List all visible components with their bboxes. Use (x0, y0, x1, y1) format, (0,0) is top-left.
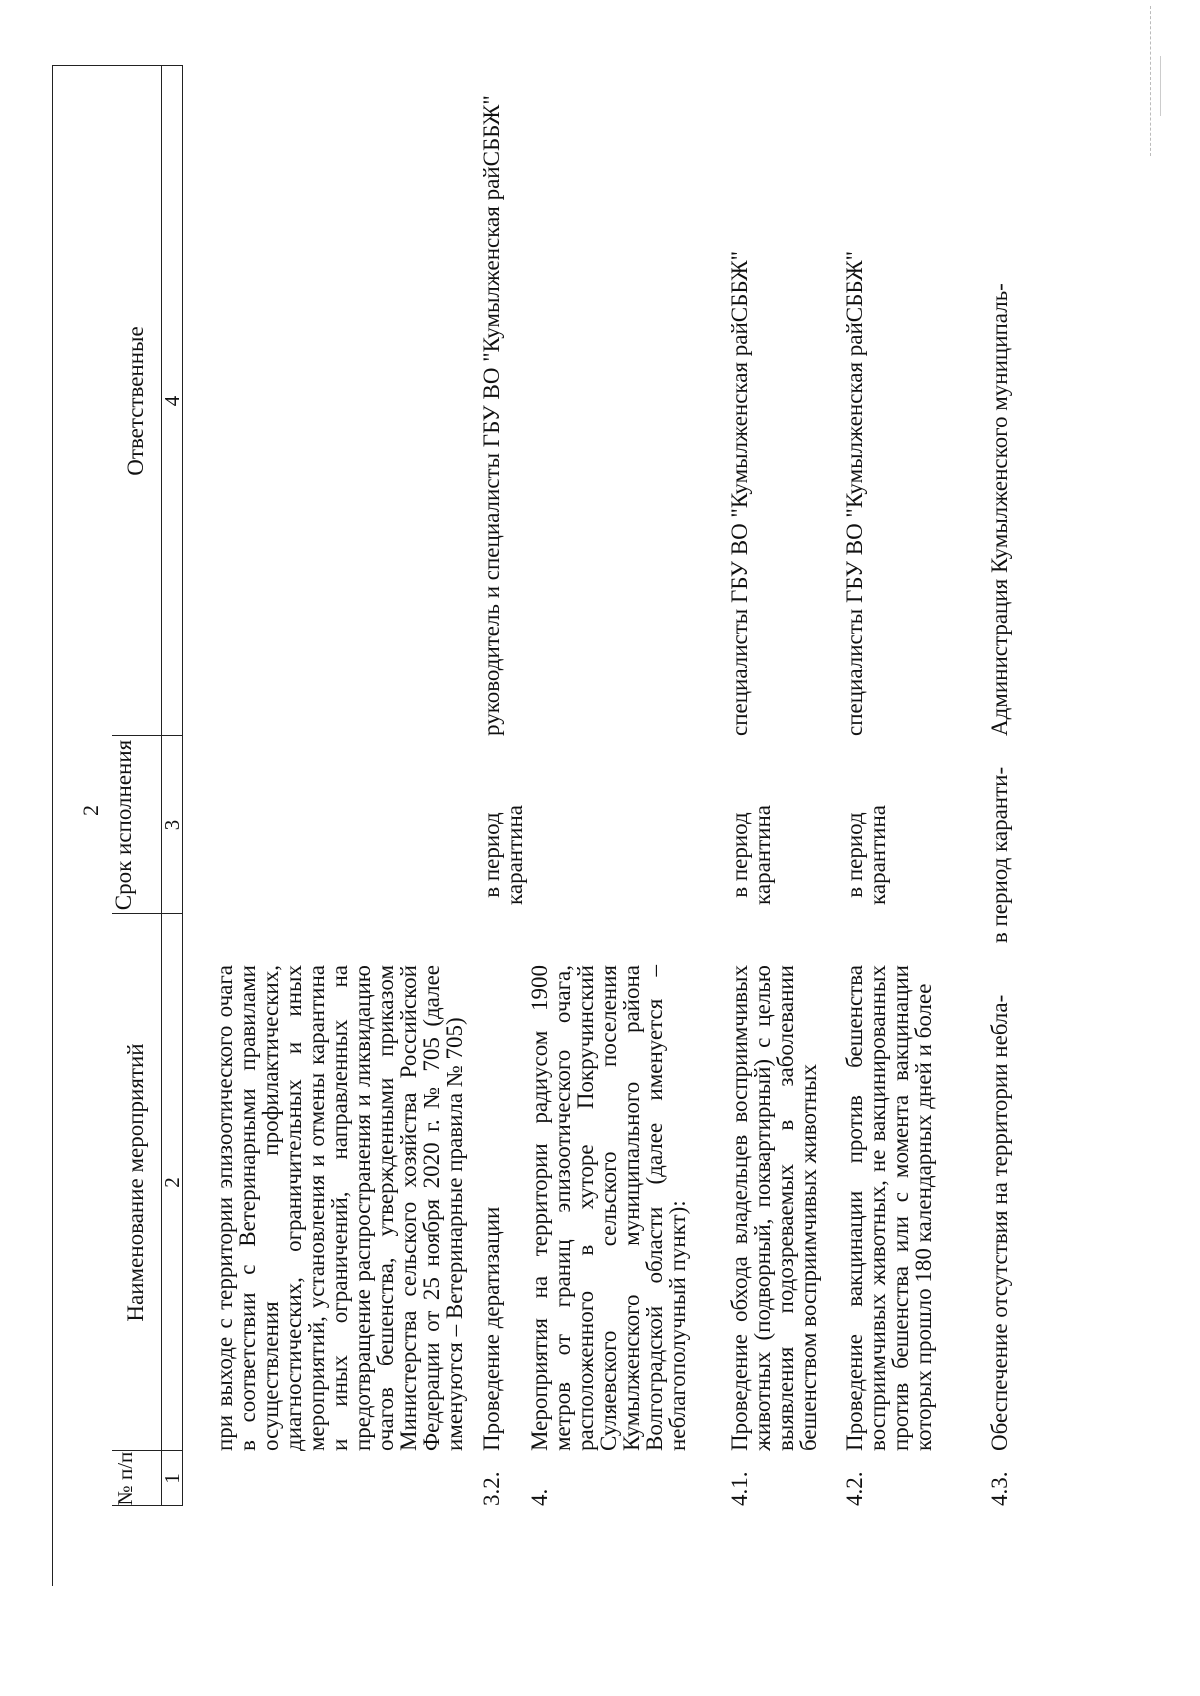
header-number-label: № п/п (113, 1451, 137, 1506)
row-event: Мероприятия на территории радиусом 1900 метров от границ эпизоотического очага, расположенного в хуторе Покручинский Суляевского сельского поселения Кумылженского муниципального района Волгоградской области (далее именуется – неблагополучный пункт): (527, 965, 690, 1451)
row-number: 4.1. (727, 1471, 752, 1506)
header-colnum-1: 1 (160, 1473, 184, 1484)
row-number: 4.2. (842, 1471, 867, 1506)
page-number: 2 (78, 805, 103, 816)
row-responsible: специалисты ГБУ ВО "Кумылженская райСББЖ" (842, 251, 867, 736)
header-term-label: Срок исполнения (111, 739, 136, 911)
header-colnum-4: 4 (160, 395, 184, 407)
row-number: 3.2. (479, 1471, 504, 1506)
row-number: 4.3. (987, 1471, 1012, 1506)
scan-artifact (1150, 6, 1153, 156)
header-colnum-3: 3 (160, 819, 184, 831)
header-colnum-2: 2 (160, 1177, 184, 1188)
row-event: Проведение обхода владельцев восприимчивых животных (подворный, поквартирный) с целью выявления подозреваемых в заболевании бешенством восприимчивых животных (727, 965, 821, 1451)
header-top-border (52, 66, 53, 1586)
row-term: в период каранти- (987, 766, 1012, 944)
row-number: 4. (527, 1488, 552, 1506)
header-responsible-label: Ответственные (123, 326, 148, 476)
row-term: в период карантина (842, 805, 890, 905)
row-responsible: Администрация Кумылженского муниципаль- (987, 283, 1012, 736)
row-event: Проведение вакцинации против бешенства восприимчивых животных, не вакцинированных против бешенства или с момента вакцинации которых прошло 180 календарных дней и более (842, 965, 936, 1451)
row-responsible: специалисты ГБУ ВО "Кумылженская райСББЖ" (727, 251, 752, 736)
row-term: в период карантина (479, 805, 527, 905)
row-responsible: руководитель и специалисты ГБУ ВО "Кумылженская райСББЖ" (479, 95, 504, 736)
scan-artifact (1160, 56, 1163, 116)
row-event: при выходе с территории эпизоотического очага в соответствии с Ветеринарными правилами осуществления профилактических, диагностических, ограничительных и иных мероприятий, установления и отмены карантина и иных ограничений, направленных на предотвращение распространения и ликвидацию очагов бешенства, утвержденными приказом Министерства сельского хозяйства Российской Федерации от 25 ноября 2020 г. № 705 (далее именуются – Ветеринарные правила № 705) (212, 965, 467, 1451)
header-event-label: Наименование мероприятий (123, 1043, 148, 1322)
row-event: Обеспечение отсутствия на территории небла- (987, 994, 1012, 1451)
row-event: Проведение дератизации (479, 1206, 504, 1451)
row-term: в период карантина (727, 805, 775, 905)
